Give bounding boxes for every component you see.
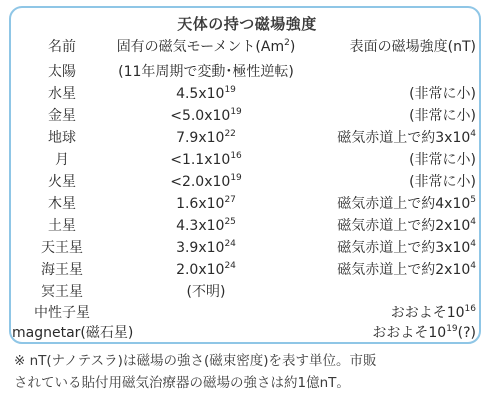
footnote-line: されている貼付用磁気治療器の磁場の強さは約1億nT。 (14, 375, 350, 391)
row-note: (11年周期で変動･極性逆転) (118, 64, 294, 80)
surface-field: (非常に小) (409, 86, 476, 102)
table-row (16, 84, 476, 105)
surface-field: 磁気赤道上で約$2x10^4$ (337, 217, 476, 234)
surface-field: (非常に小) (409, 108, 476, 124)
body-name: 土星 (48, 218, 76, 234)
table-row (16, 238, 476, 259)
magnetic-moment: $<5.0x10^{19}$ (170, 107, 242, 124)
surface-field: 磁気赤道上で約$3x10^4$ (337, 239, 476, 256)
magnetic-moment: $<1.1x10^{16}$ (170, 151, 242, 168)
body-name: magnetar(磁石星) (12, 325, 134, 341)
table-row (16, 62, 476, 83)
body-name: 地球 (48, 130, 76, 146)
surface-field: (非常に小) (409, 152, 476, 168)
body-name: 水星 (48, 86, 76, 102)
magnetic-moment: $3.9x10^{24}$ (176, 239, 236, 256)
body-name: 月 (55, 152, 69, 168)
table-row (16, 150, 476, 171)
footnote (14, 350, 484, 394)
body-name: 太陽 (48, 64, 76, 80)
table-row (16, 172, 476, 193)
table-row (16, 128, 476, 149)
footnote-line: ※ nT(ナノテスラ)は磁場の強さ(磁束密度)を表す単位。市販 (14, 353, 377, 369)
magnetic-moment: $4.3x10^{25}$ (176, 217, 236, 234)
table-row (16, 194, 476, 215)
table-row (16, 216, 476, 237)
magnetic-moment: $2.0x10^{24}$ (176, 261, 236, 278)
table-title: 天体の持つ磁場強度 (177, 15, 317, 33)
body-name: 冥王星 (41, 284, 83, 300)
surface-field: おおよそ$10^{16}$ (390, 304, 476, 321)
table-row (16, 260, 476, 281)
body-name: 火星 (48, 174, 76, 190)
body-name: 金星 (48, 108, 76, 124)
surface-field: 磁気赤道上で約$4x10^5$ (337, 195, 476, 212)
magnetic-moment: (不明) (186, 284, 226, 300)
table-row (16, 303, 476, 324)
magnetic-moment: $<2.0x10^{19}$ (170, 173, 242, 190)
magnetic-moment: $1.6x10^{27}$ (176, 195, 236, 212)
header-name: 名前 (48, 39, 76, 55)
table-header (16, 37, 476, 58)
body-name: 天王星 (41, 240, 83, 256)
magnetic-moment: $4.5x10^{19}$ (176, 85, 236, 102)
body-name: 中性子星 (34, 305, 90, 321)
body-name: 木星 (48, 196, 76, 212)
surface-field: 磁気赤道上で約$3x10^4$ (337, 129, 476, 146)
surface-field: おおよそ$10^{19}(?)$ (372, 324, 476, 341)
table-row (16, 282, 476, 303)
header-surface: 表面の磁場強度(nT) (349, 39, 476, 55)
surface-field: 磁気赤道上で約$2x10^4$ (337, 261, 476, 278)
body-name: 海王星 (41, 262, 83, 278)
table-row (16, 106, 476, 127)
magnetic-moment: $7.9x10^{22}$ (176, 129, 236, 146)
header-moment: 固有の磁気モーメント(Am$^2$) (116, 38, 296, 55)
table-row (12, 323, 476, 344)
surface-field: (非常に小) (409, 174, 476, 190)
